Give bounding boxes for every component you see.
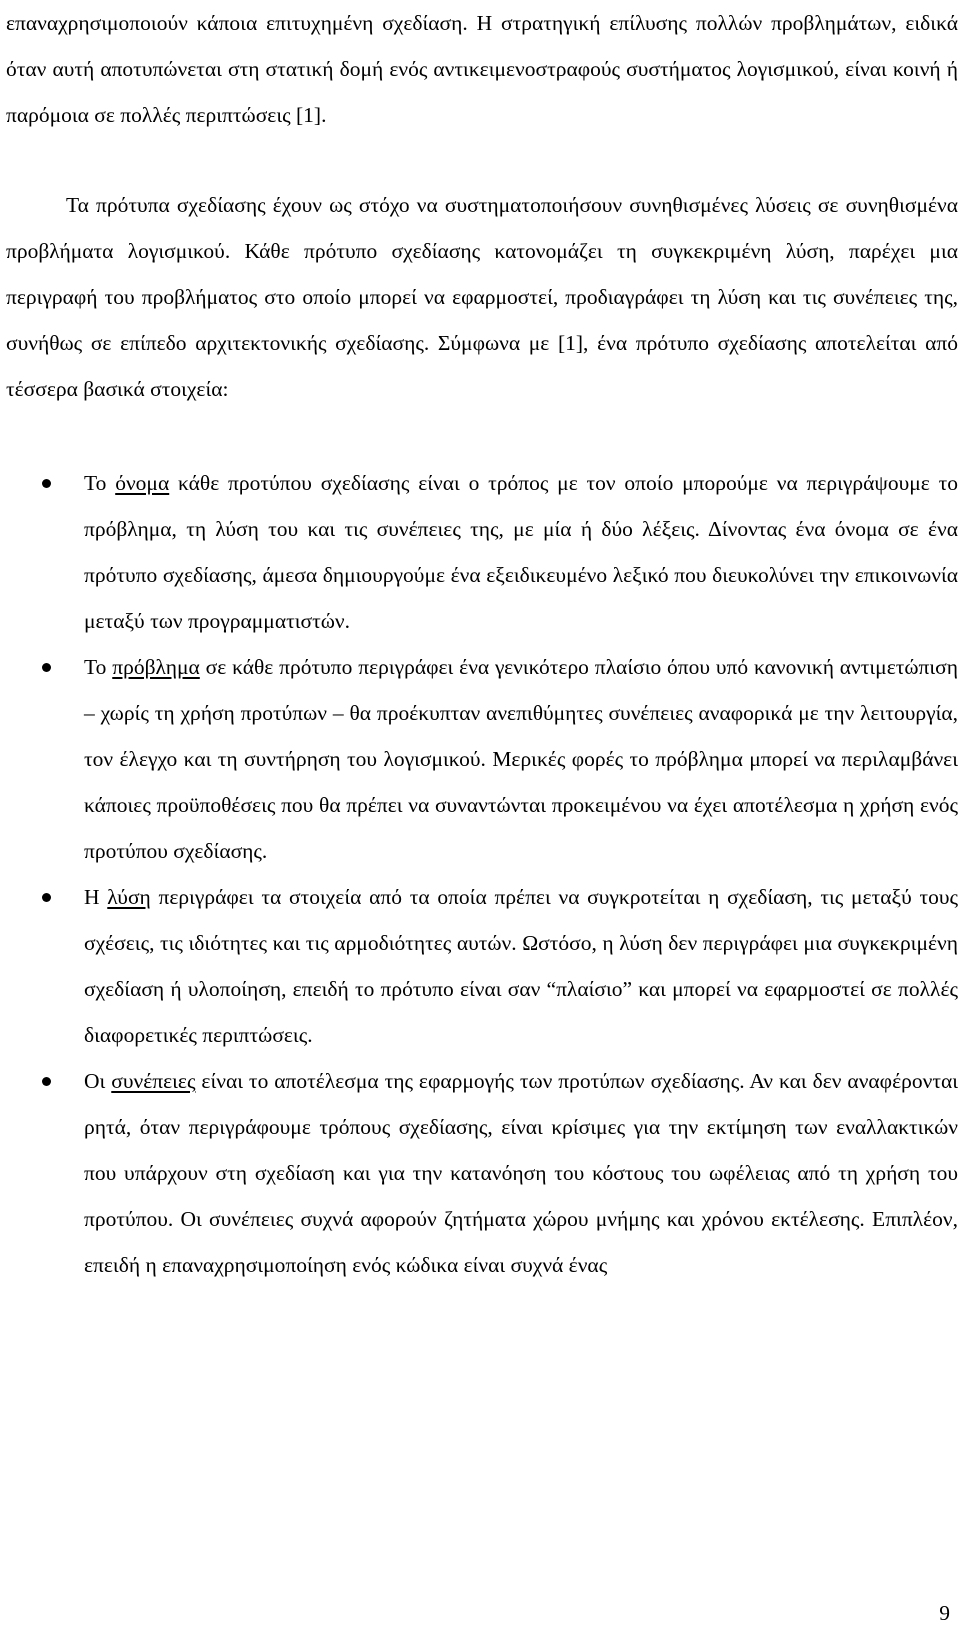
list-item-name bbox=[6, 460, 958, 644]
bullet-prefix: Το bbox=[84, 655, 113, 679]
bullet-text: περιγράφει τα στοιχεία από τα οποία πρέπει να συγκροτείται η σχεδίαση, τις μεταξύ τους σχέσεις, τις ιδιότητες και τις αρμοδιότητες αυτών. Ωστόσο, η λύση δεν περιγράφει μια συγκεκριμένη σχεδίαση ή υλοποίηση, επειδή το πρότυπο είναι σαν “πλαίσιο” και μπορεί να εφαρμοστεί σε πολλές διαφορετικές περιπτώσεις. bbox=[84, 885, 958, 1047]
bullet-icon bbox=[42, 663, 51, 672]
bullet-text: κάθε προτύπου σχεδίασης είναι ο τρόπος με τον οποίο μπορούμε να περιγράψουμε το πρόβλημα, τη λύση του και τις συνέπειες της, με μία ή δύο λέξεις. Δίνοντας ένα όνομα σε ένα πρότυπο σχεδίασης, άμεσα δημιουργούμε ένα εξειδικευμένο λεξικό που διευκολύνει την επικοινωνία μεταξύ των προγραμματιστών. bbox=[84, 471, 958, 633]
term-problem: πρόβλημα bbox=[112, 655, 200, 679]
list-item-problem bbox=[6, 644, 958, 874]
bullet-prefix: Η bbox=[84, 885, 108, 909]
term-solution: λύση bbox=[107, 885, 151, 909]
design-patterns-paragraph: Τα πρότυπα σχεδίασης έχουν ως στόχο να συστηματοποιήσουν συνηθισμένες λύσεις σε συνηθισμένα προβλήματα λογισμικού. Κάθε πρότυπο σχεδίασης κατονομάζει τη συγκεκριμένη λύση, παρέχει μια περιγραφή του προβλήματος στο οποίο μπορεί να εφαρμοστεί, προδιαγράφει τη λύση και τις συνέπειες της, συνήθως σε επίπεδο αρχιτεκτονικής σχεδίασης. Σύμφωνα με [1], ένα πρότυπο σχεδίασης αποτελείται από τέσσερα βασικά στοιχεία: bbox=[6, 193, 958, 401]
term-name: όνομα bbox=[115, 471, 170, 495]
bullet-icon bbox=[42, 479, 51, 488]
bullet-icon bbox=[42, 893, 51, 902]
bullet-prefix: Οι bbox=[84, 1069, 112, 1093]
intro-paragraph: επαναχρησιμοποιούν κάποια επιτυχημένη σχεδίαση. Η στρατηγική επίλυσης πολλών προβλημάτων, ειδικά όταν αυτή αποτυπώνεται στη στατική δομή ενός αντικειμενοστραφούς συστήματος λογισμικού, είναι κοινή ή παρόμοια σε πολλές περιπτώσεις [1]. bbox=[6, 11, 958, 127]
bullet-prefix: Το bbox=[84, 471, 116, 495]
list-item-solution bbox=[6, 874, 958, 1058]
list-item-consequences bbox=[6, 1058, 958, 1288]
bullet-text: είναι το αποτέλεσμα της εφαρμογής των προτύπων σχεδίασης. Αν και δεν αναφέρονται ρητά, όταν περιγράφουμε τρόπους σχεδίασης, είναι κρίσιμες για την εκτίμηση των εναλλακτικών που υπάρχουν στη σχεδίαση και για την κατανόηση του κόστους του ωφέλειας από τη χρήση του προτύπου. Οι συνέπειες συχνά αφορούν ζητήματα χώρου μνήμης και χρόνου εκτέλεσης. Επιπλέον, επειδή η επαναχρησιμοποίηση ενός κώδικα είναι συχνά ένας bbox=[84, 1069, 959, 1277]
page-number: 9 bbox=[939, 1601, 950, 1625]
bullet-text: σε κάθε πρότυπο περιγράφει ένα γενικότερο πλαίσιο όπου υπό κανονική αντιμετώπιση – χωρίς τη χρήση προτύπων – θα προέκυπταν ανεπιθύμητες συνέπειες αναφορικά με την λειτουργία, τον έλεγχο και τη συντήρηση του λογισμικού. Μερικές φορές το πρόβλημα μπορεί να περιλαμβάνει κάποιες προϋποθέσεις που θα πρέπει να συναντώνται προκειμένου να έχει αποτέλεσμα η χρήση ενός προτύπου σχεδίασης. bbox=[84, 655, 959, 863]
document-page bbox=[6, 0, 958, 1288]
bullet-icon bbox=[42, 1077, 51, 1086]
elements-list bbox=[6, 460, 958, 1288]
term-consequences: συνέπειες bbox=[111, 1069, 196, 1093]
